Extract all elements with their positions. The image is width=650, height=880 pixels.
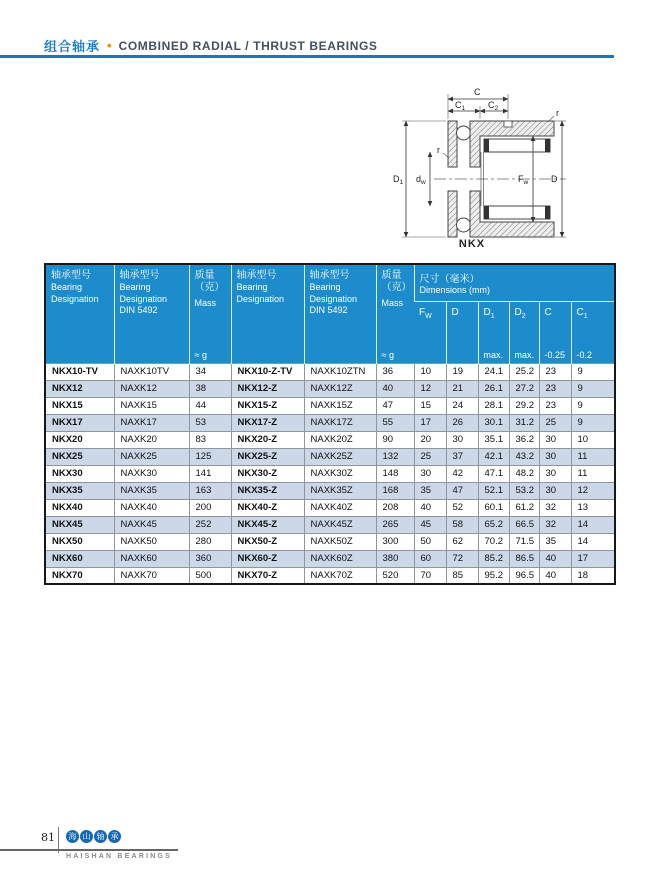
col-header-d: D: [446, 301, 478, 363]
table-cell: 13: [571, 499, 615, 516]
table-cell: 12: [571, 482, 615, 499]
table-cell: 83: [189, 431, 231, 448]
table-cell: NKX20: [45, 431, 114, 448]
table-cell: 53.2: [509, 482, 539, 499]
table-cell: 252: [189, 516, 231, 533]
bearing-table-body: [45, 363, 615, 584]
table-cell: 42: [446, 465, 478, 482]
col-header-dimensions: 尺寸（毫米） Dimensions (mm): [414, 264, 615, 301]
table-cell: NAXK20: [114, 431, 189, 448]
table-cell: NAXK12: [114, 380, 189, 397]
col-header-d2: $D_2$ max.: [509, 301, 539, 363]
table-cell: 12: [414, 380, 446, 397]
table-cell: NAXK12Z: [304, 380, 376, 397]
table-cell: 60.1: [478, 499, 509, 516]
table-cell: 62: [446, 533, 478, 550]
logo-character: 轴: [94, 830, 107, 843]
table-cell: NKX40-Z: [231, 499, 304, 516]
table-cell: 18: [571, 567, 615, 584]
table-cell: NAXK40Z: [304, 499, 376, 516]
table-cell: 45: [414, 516, 446, 533]
table-cell: 24: [446, 397, 478, 414]
table-cell: NKX70-Z: [231, 567, 304, 584]
table-cell: 500: [189, 567, 231, 584]
col-header-designation-2: 轴承型号 Bearing Designation: [231, 264, 304, 363]
table-cell: 36.2: [509, 431, 539, 448]
table-cell: 65.2: [478, 516, 509, 533]
table-cell: 47: [446, 482, 478, 499]
table-cell: 23: [539, 380, 571, 397]
table-cell: NAXK35Z: [304, 482, 376, 499]
table-cell: 47.1: [478, 465, 509, 482]
table-cell: 40: [539, 567, 571, 584]
table-cell: NKX45: [45, 516, 114, 533]
figure-caption: NKX: [458, 238, 486, 250]
bullet-icon: •: [107, 38, 112, 53]
table-cell: 35: [539, 533, 571, 550]
page-number: 81: [41, 831, 55, 844]
table-cell: 11: [571, 465, 615, 482]
table-cell: 300: [376, 533, 414, 550]
table-row: [45, 448, 615, 465]
dim-label-d1: $D_1$: [393, 174, 404, 186]
table-cell: 25.2: [509, 363, 539, 380]
table-cell: 53: [189, 414, 231, 431]
table-cell: 141: [189, 465, 231, 482]
table-cell: 90: [376, 431, 414, 448]
table-cell: 14: [571, 533, 615, 550]
table-cell: 28.1: [478, 397, 509, 414]
table-cell: NKX12: [45, 380, 114, 397]
col-header-mass-2: 质量 （克） Mass ≈ g: [376, 264, 414, 363]
table-cell: NAXK30Z: [304, 465, 376, 482]
table-row: [45, 397, 615, 414]
table-cell: 34: [189, 363, 231, 380]
table-cell: 265: [376, 516, 414, 533]
table-cell: 360: [189, 550, 231, 567]
table-cell: 31.2: [509, 414, 539, 431]
table-cell: 9: [571, 397, 615, 414]
table-cell: 55: [376, 414, 414, 431]
col-header-d1: $D_1$ max.: [478, 301, 509, 363]
col-header-mass-1: 质量 （克） Mass ≈ g: [189, 264, 231, 363]
table-cell: 9: [571, 380, 615, 397]
table-cell: 10: [571, 431, 615, 448]
table-cell: NAXK10TV: [114, 363, 189, 380]
table-cell: NAXK17: [114, 414, 189, 431]
table-cell: 38: [189, 380, 231, 397]
table-cell: 23: [539, 363, 571, 380]
table-cell: 11: [571, 448, 615, 465]
table-cell: 9: [571, 363, 615, 380]
table-cell: 148: [376, 465, 414, 482]
table-cell: NKX17: [45, 414, 114, 431]
bearing-table: [44, 263, 616, 585]
page-header: [44, 36, 378, 55]
col-header-din-1: 轴承型号 Bearing Designation DIN 5492: [114, 264, 189, 363]
table-cell: NKX20-Z: [231, 431, 304, 448]
table-cell: NAXK40: [114, 499, 189, 516]
table-row: [45, 465, 615, 482]
table-cell: 30: [539, 431, 571, 448]
table-cell: 35.1: [478, 431, 509, 448]
table-cell: 26: [446, 414, 478, 431]
table-cell: 20: [414, 431, 446, 448]
table-cell: 72: [446, 550, 478, 567]
table-cell: 132: [376, 448, 414, 465]
table-cell: 61.2: [509, 499, 539, 516]
table-cell: 17: [414, 414, 446, 431]
table-cell: NAXK50: [114, 533, 189, 550]
table-cell: 30: [539, 465, 571, 482]
table-row: [45, 414, 615, 431]
table-cell: 86.5: [509, 550, 539, 567]
table-cell: 29.2: [509, 397, 539, 414]
table-cell: 25: [539, 414, 571, 431]
table-cell: 52.1: [478, 482, 509, 499]
table-cell: 40: [414, 499, 446, 516]
table-cell: 21: [446, 380, 478, 397]
col-header-c1: $C_1$ -0.2: [571, 301, 615, 363]
bearing-cross-section-drawing: [392, 84, 622, 256]
table-cell: 380: [376, 550, 414, 567]
table-cell: 208: [376, 499, 414, 516]
table-cell: 52: [446, 499, 478, 516]
table-cell: NKX70: [45, 567, 114, 584]
table-cell: NKX35-Z: [231, 482, 304, 499]
page-title-chinese: 组合轴承: [44, 39, 101, 54]
company-name: HAISHAN BEARINGS: [66, 853, 172, 860]
table-cell: 95.2: [478, 567, 509, 584]
table-cell: 30: [446, 431, 478, 448]
table-cell: NKX60: [45, 550, 114, 567]
table-cell: 24.1: [478, 363, 509, 380]
table-cell: 15: [414, 397, 446, 414]
table-cell: 70.2: [478, 533, 509, 550]
logo-character: 海: [66, 830, 79, 843]
table-cell: 60: [414, 550, 446, 567]
table-row: [45, 516, 615, 533]
col-header-fw: $F_W$: [414, 301, 446, 363]
table-cell: 30.1: [478, 414, 509, 431]
dim-label-c: C: [474, 87, 481, 97]
company-logo: [66, 830, 121, 843]
table-cell: 19: [446, 363, 478, 380]
table-cell: NKX10-Z-TV: [231, 363, 304, 380]
dim-label-dw: $d_w$: [416, 174, 426, 186]
table-cell: 27.2: [509, 380, 539, 397]
table-cell: 14: [571, 516, 615, 533]
table-cell: 71.5: [509, 533, 539, 550]
dim-label-c1: $C_1$: [455, 100, 466, 112]
table-cell: 30: [414, 465, 446, 482]
table-cell: NKX12-Z: [231, 380, 304, 397]
table-cell: NKX17-Z: [231, 414, 304, 431]
dim-label-c2: $C_2$: [488, 100, 499, 112]
table-cell: 163: [189, 482, 231, 499]
table-cell: 520: [376, 567, 414, 584]
table-row: [45, 380, 615, 397]
table-cell: 9: [571, 414, 615, 431]
table-cell: NAXK20Z: [304, 431, 376, 448]
table-cell: NKX40: [45, 499, 114, 516]
table-cell: 40: [539, 550, 571, 567]
table-cell: NKX35: [45, 482, 114, 499]
table-cell: 40: [376, 380, 414, 397]
table-cell: 32: [539, 499, 571, 516]
table-cell: 66.5: [509, 516, 539, 533]
table-cell: NAXK15Z: [304, 397, 376, 414]
table-cell: 10: [414, 363, 446, 380]
table-cell: NAXK70: [114, 567, 189, 584]
table-cell: 42.1: [478, 448, 509, 465]
table-cell: NKX30: [45, 465, 114, 482]
col-header-c: C -0.25: [539, 301, 571, 363]
table-cell: 168: [376, 482, 414, 499]
table-cell: 43.2: [509, 448, 539, 465]
table-cell: NAXK60Z: [304, 550, 376, 567]
table-cell: NAXK25: [114, 448, 189, 465]
dim-label-fw: $F_w$: [518, 174, 529, 186]
table-cell: NAXK45: [114, 516, 189, 533]
table-cell: 36: [376, 363, 414, 380]
table-cell: 48.2: [509, 465, 539, 482]
dim-label-r-left: r: [437, 145, 440, 155]
table-cell: 200: [189, 499, 231, 516]
table-cell: 50: [414, 533, 446, 550]
page-title-english: COMBINED RADIAL / THRUST BEARINGS: [118, 38, 378, 53]
table-cell: 32: [539, 516, 571, 533]
table-cell: NAXK60: [114, 550, 189, 567]
table-cell: 23: [539, 397, 571, 414]
table-cell: 44: [189, 397, 231, 414]
table-cell: NAXK45Z: [304, 516, 376, 533]
table-cell: 47: [376, 397, 414, 414]
table-cell: NAXK17Z: [304, 414, 376, 431]
table-cell: NAXK15: [114, 397, 189, 414]
col-header-din-2: 轴承型号 Bearing Designation DIN 5492: [304, 264, 376, 363]
dim-label-d: D: [551, 174, 558, 184]
table-cell: NAXK25Z: [304, 448, 376, 465]
table-cell: NKX15: [45, 397, 114, 414]
table-cell: NAXK10ZTN: [304, 363, 376, 380]
footer-rule: [0, 849, 178, 851]
table-cell: 125: [189, 448, 231, 465]
table-cell: 35: [414, 482, 446, 499]
table-cell: 85.2: [478, 550, 509, 567]
table-cell: 85: [446, 567, 478, 584]
table-cell: NAXK50Z: [304, 533, 376, 550]
table-row: [45, 363, 615, 380]
table-cell: NKX15-Z: [231, 397, 304, 414]
table-row: [45, 533, 615, 550]
table-row: [45, 499, 615, 516]
table-cell: NKX50-Z: [231, 533, 304, 550]
logo-character: 承: [108, 830, 121, 843]
table-cell: NAXK35: [114, 482, 189, 499]
table-row: [45, 482, 615, 499]
table-cell: 70: [414, 567, 446, 584]
table-cell: 96.5: [509, 567, 539, 584]
table-cell: 30: [539, 482, 571, 499]
table-cell: NAXK70Z: [304, 567, 376, 584]
table-row: [45, 550, 615, 567]
table-cell: 37: [446, 448, 478, 465]
table-cell: NKX25: [45, 448, 114, 465]
dim-label-r-top: r: [556, 108, 559, 118]
table-cell: NAXK30: [114, 465, 189, 482]
table-cell: NKX45-Z: [231, 516, 304, 533]
table-cell: NKX30-Z: [231, 465, 304, 482]
table-cell: 30: [539, 448, 571, 465]
table-cell: NKX25-Z: [231, 448, 304, 465]
col-header-designation-1: 轴承型号 Bearing Designation: [45, 264, 114, 363]
table-cell: 280: [189, 533, 231, 550]
header-divider: [0, 55, 614, 58]
table-cell: 25: [414, 448, 446, 465]
logo-character: 山: [80, 830, 93, 843]
table-cell: NKX50: [45, 533, 114, 550]
table-row: [45, 567, 615, 584]
table-cell: 17: [571, 550, 615, 567]
table-cell: 26.1: [478, 380, 509, 397]
table-row: [45, 431, 615, 448]
table-cell: NKX60-Z: [231, 550, 304, 567]
table-cell: 58: [446, 516, 478, 533]
table-cell: NKX10-TV: [45, 363, 114, 380]
